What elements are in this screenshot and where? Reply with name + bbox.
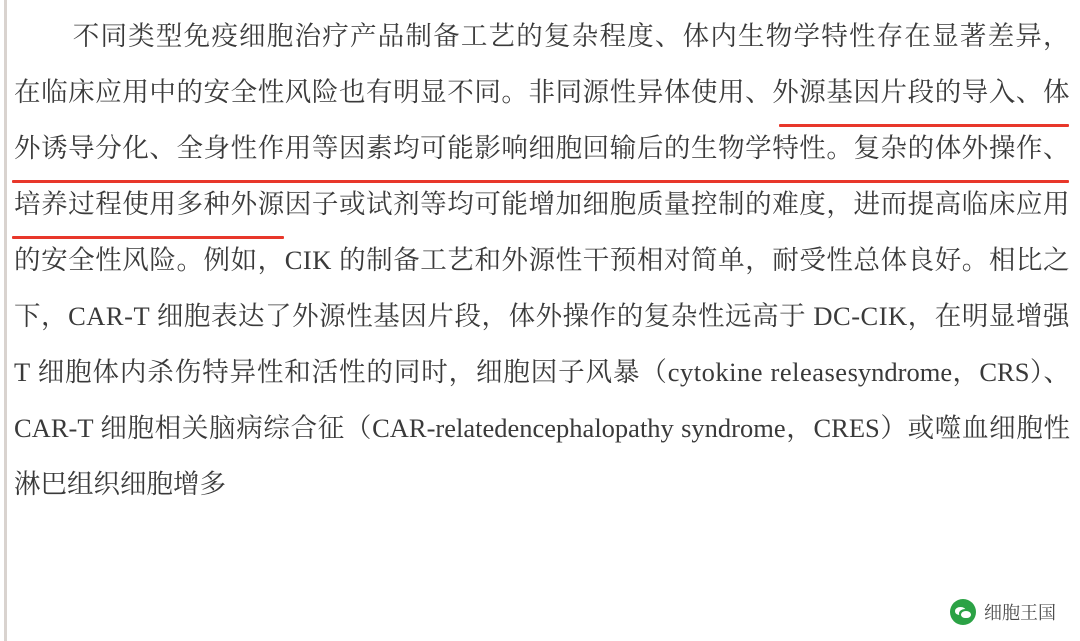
- wechat-logo-icon: [950, 599, 976, 625]
- red-underline-segment-2: [12, 180, 1069, 183]
- text-line-3: 外源基因片段的导入、体外诱导分化、全身性作用等因素均可能影响细胞回: [14, 77, 1071, 163]
- document-body-text: [14, 8, 1070, 512]
- text-line-9: syndrome，CRS）、CAR-T 细胞相关脑病综合征（CAR‑related: [14, 357, 1070, 443]
- text-line-7: T 细胞表达了外源性基因片段，体外操作的复杂性远高于 DC-CIK，在明显: [133, 301, 1016, 331]
- text-line-6: CIK 的制备工艺和外源性干预相对简单，耐受性总体良好。相比之下，CAR-: [14, 245, 1071, 331]
- text-line-1: 不同类型免疫细胞治疗产品制备工艺的复杂程度、体内生物学特性存在: [72, 21, 933, 51]
- text-line-10: encephalopathy syndrome，CRES）或噬血细胞性淋巴组织细胞增多: [14, 413, 1070, 499]
- text-line-4: 输后的生物学特性。复杂的体外操作、培养过程使用多种外源因子或试剂等: [14, 133, 1071, 219]
- red-underline-segment-3: [12, 236, 284, 239]
- red-underline-segment-1: [779, 124, 1069, 127]
- watermark-badge: [944, 595, 1066, 629]
- page-left-margin-rule: [4, 0, 7, 641]
- text-line-8: 增强 T 细胞体内杀伤特异性和活性的同时，细胞因子风暴（cytokine release: [14, 301, 1070, 387]
- text-line-5: 均可能增加细胞质量控制的难度，进而提高临床应用的安全性风险。例如，: [14, 189, 1071, 275]
- watermark-label: 细胞王国: [984, 603, 1056, 623]
- text-line-2: 显著差异，在临床应用中的安全性风险也有明显不同。非同源性异体使用、: [14, 21, 1071, 107]
